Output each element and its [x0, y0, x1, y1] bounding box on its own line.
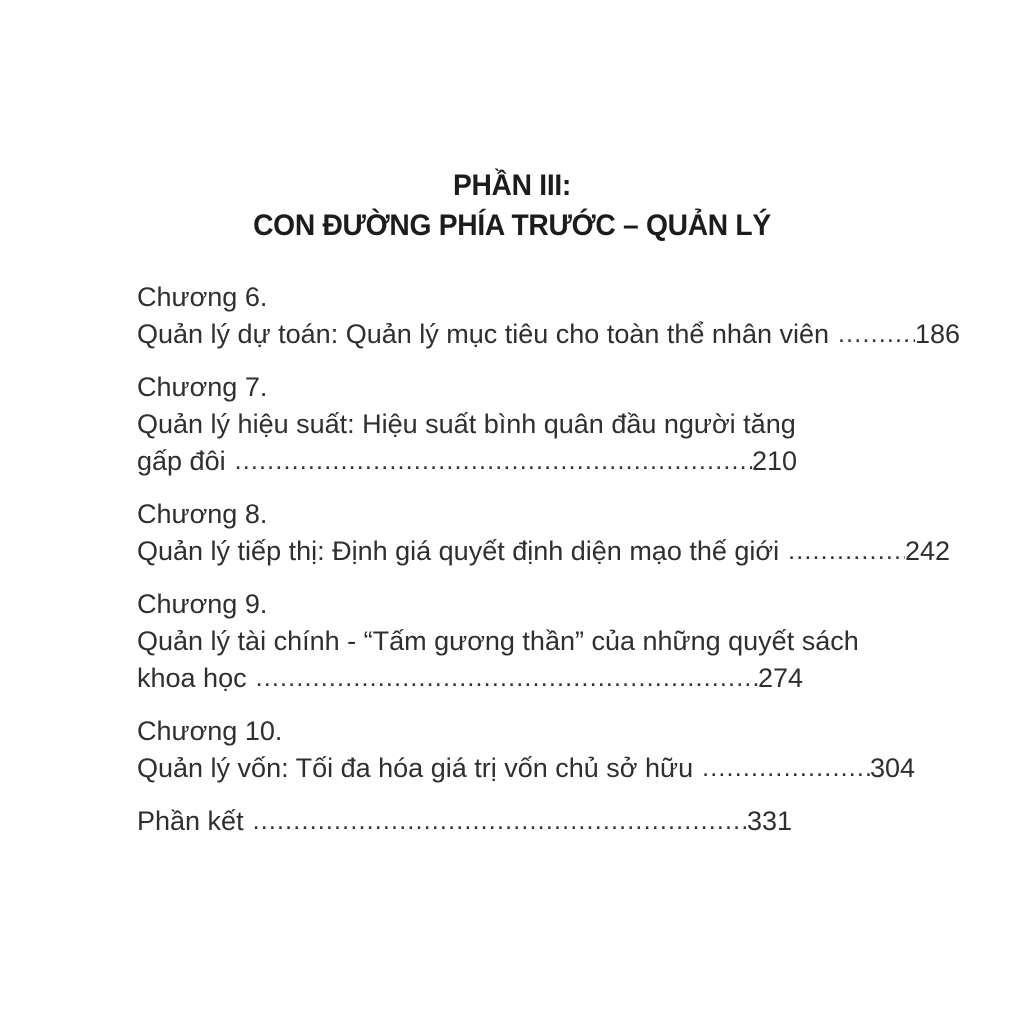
toc-entry-chapter-10	[137, 713, 960, 788]
page-number: 274	[757, 663, 803, 693]
toc-row	[137, 316, 960, 354]
entry-title-continuation: khoa học	[137, 663, 247, 693]
dot-leader	[253, 802, 747, 840]
toc-row	[137, 443, 797, 481]
page-number: 304	[869, 753, 915, 783]
toc-row	[137, 750, 915, 788]
entry-title: Quản lý hiệu suất: Hiệu suất bình quân đầu người tăng	[137, 409, 796, 439]
toc-entry-chapter-7	[137, 369, 960, 481]
closing-label: Phần kết	[137, 806, 244, 836]
toc-entry-closing	[137, 803, 960, 841]
dot-leader	[702, 749, 870, 787]
chapter-label: Chương 10.	[137, 716, 283, 746]
section-title-line1: PHẦN III:	[452, 169, 572, 202]
chapter-label: Chương 8.	[137, 499, 268, 529]
page-number: 331	[746, 806, 792, 836]
toc-row	[137, 623, 960, 660]
entry-title-continuation: gấp đôi	[137, 446, 226, 476]
page-number: 186	[914, 319, 960, 349]
toc-entry-chapter-9	[137, 586, 960, 698]
toc-row	[137, 533, 950, 571]
dot-leader	[235, 442, 752, 480]
toc-row	[137, 406, 960, 443]
toc-row	[137, 803, 792, 841]
section-title	[31, 166, 994, 246]
entry-title: Quản lý dự toán: Quản lý mục tiêu cho toàn thể nhân viên	[137, 319, 830, 349]
entry-title: Quản lý vốn: Tối đa hóa giá trị vốn chủ sở hữu	[137, 753, 694, 783]
dot-leader	[788, 532, 905, 570]
section-title-line2: CON ĐƯỜNG PHÍA TRƯỚC – QUẢN LÝ	[253, 209, 771, 242]
toc-entry-chapter-6	[137, 279, 960, 354]
table-of-contents	[137, 279, 960, 841]
chapter-label: Chương 9.	[137, 589, 268, 619]
entry-title: Quản lý tiếp thị: Định giá quyết định diện mạo thế giới	[137, 536, 780, 566]
page-number: 242	[904, 536, 950, 566]
dot-leader	[256, 659, 758, 697]
chapter-label: Chương 6.	[137, 282, 268, 312]
page-number: 210	[751, 446, 797, 476]
toc-entry-chapter-8	[137, 496, 960, 571]
entry-title: Quản lý tài chính - “Tấm gương thần” của những quyết sách	[137, 626, 859, 656]
toc-row	[137, 660, 803, 698]
dot-leader	[838, 315, 915, 353]
chapter-label: Chương 7.	[137, 372, 268, 402]
